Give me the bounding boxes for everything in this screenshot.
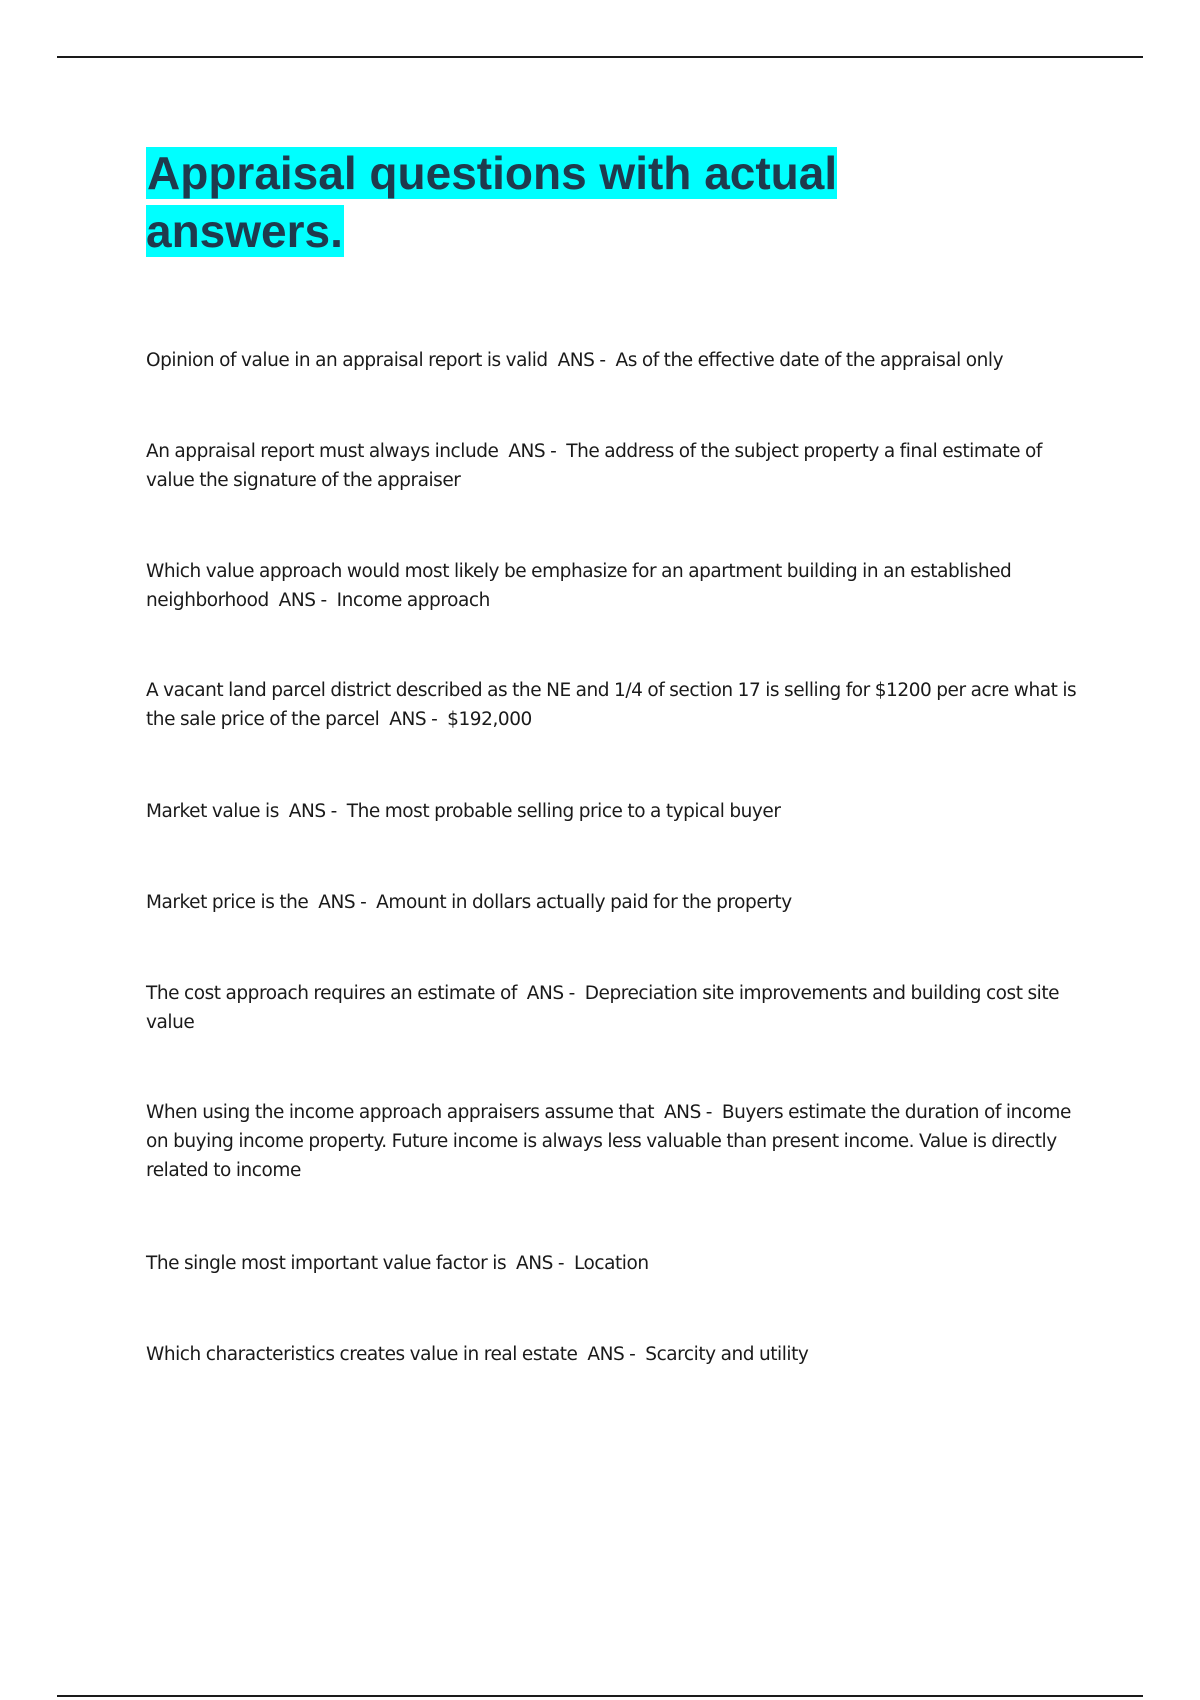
answer-text: Location (573, 1253, 649, 1274)
title-highlight: Appraisal questions with actual answers. (146, 147, 838, 257)
qa-item-5 (146, 797, 1086, 826)
ans-marker: ANS - (278, 590, 327, 611)
qa-item-7 (146, 979, 1086, 1037)
question-text: Which value approach would most likely be emphasize for an apartment building in an established neighborhood (146, 561, 1012, 611)
qa-item-6 (146, 888, 1086, 917)
header-rule (57, 56, 1143, 58)
question-text: The single most important value factor is (146, 1253, 507, 1274)
ans-marker: ANS - (508, 441, 557, 462)
question-text: The cost approach requires an estimate of (146, 983, 517, 1004)
qa-item-9 (146, 1249, 1086, 1278)
qa-item-3 (146, 557, 1086, 615)
ans-marker: ANS - (389, 709, 438, 730)
question-text: Opinion of value in an appraisal report is valid (146, 350, 548, 371)
question-text: Which characteristics creates value in real estate (146, 1344, 578, 1365)
question-text: A vacant land parcel district described as the NE and 1/4 of section 17 is selling for $1200 per acre what is the sale price of the parcel (146, 680, 1077, 730)
qa-item-1 (146, 346, 1086, 375)
answer-text: The address of the subject property a final estimate of value the signature of the appraiser (146, 441, 1042, 491)
answer-text: Depreciation site improvements and building cost site value (146, 983, 1060, 1033)
ans-marker: ANS - (663, 1102, 713, 1123)
question-text: Market price is the (146, 892, 309, 913)
ans-marker: ANS - (526, 983, 575, 1004)
answer-text: Income approach (336, 590, 490, 611)
footer-rule (57, 1695, 1143, 1697)
qa-item-2 (146, 437, 1086, 495)
qa-item-8 (146, 1098, 1086, 1185)
answer-text: As of the effective date of the appraisal only (615, 350, 1004, 371)
answer-text: Scarcity and utility (645, 1344, 809, 1365)
question-text: An appraisal report must always include (146, 441, 499, 462)
answer-text: Amount in dollars actually paid for the property (376, 892, 792, 913)
answer-text: Buyers estimate the duration of income on buying income property. Future income is always less valuable than present income. Value is directly related to income (146, 1102, 1071, 1181)
qa-item-4 (146, 676, 1086, 734)
qa-item-10 (146, 1340, 1086, 1369)
ans-marker: ANS - (587, 1344, 636, 1365)
question-text: Market value is (146, 801, 279, 822)
ans-marker: ANS - (318, 892, 367, 913)
document-title (146, 144, 1046, 260)
question-text: When using the income approach appraisers assume that (146, 1102, 655, 1123)
ans-marker: ANS - (288, 801, 337, 822)
ans-marker: ANS - (557, 350, 606, 371)
answer-text: $192,000 (447, 709, 532, 730)
answer-text: The most probable selling price to a typical buyer (346, 801, 781, 822)
ans-marker: ANS - (516, 1253, 565, 1274)
